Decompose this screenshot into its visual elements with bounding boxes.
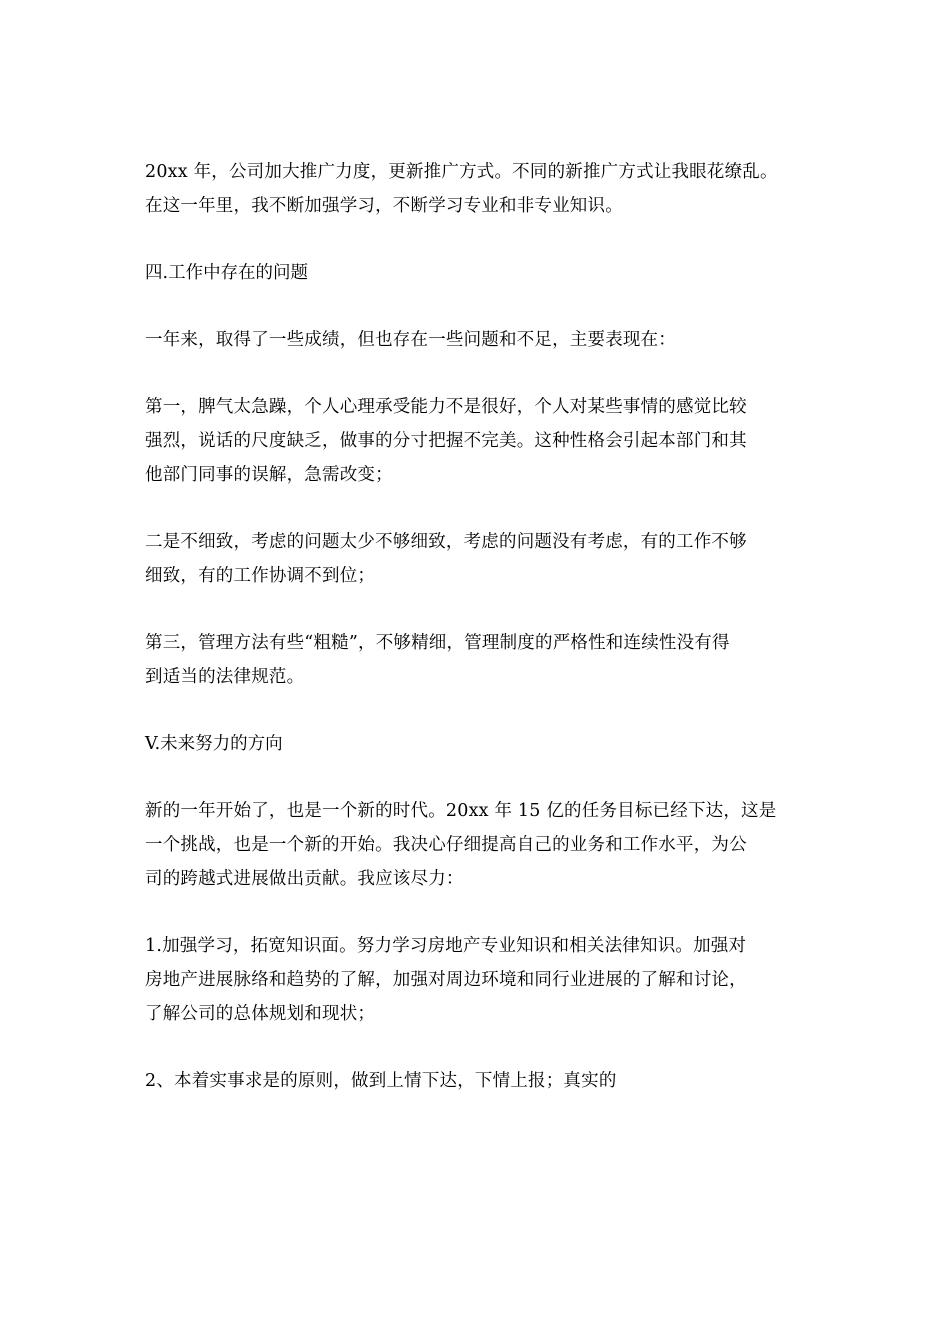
paragraph-intro-problems xyxy=(145,323,825,357)
text-line: 司的跨越式进展做出贡献。我应该尽力： xyxy=(145,869,464,889)
section-heading-future: V.未来努力的方向 xyxy=(145,734,283,754)
text-line: 一个挑战，也是一个新的开始。我决心仔细提高自己的业务和工作水平，为公 xyxy=(145,835,747,855)
paragraph-item-2 xyxy=(145,1064,825,1098)
paragraph-item-1 xyxy=(145,929,825,1031)
text-line: 1.加强学习，拓宽知识面。努力学习房地产专业知识和相关法律知识。加强对 xyxy=(145,936,747,956)
text-line: 到适当的法律规范。 xyxy=(145,667,305,687)
text-line: 二是不细致，考虑的问题太少不够细致，考虑的问题没有考虑，有的工作不够 xyxy=(145,532,747,552)
text-line: 了解公司的总体规划和现状； xyxy=(145,1004,376,1024)
document-page xyxy=(145,155,825,1131)
text-line: 房地产进展脉络和趋势的了解，加强对周边环境和同行业进展的了解和讨论， xyxy=(145,970,747,990)
paragraph-problem-2 xyxy=(145,525,825,593)
text-line: 在这一年里，我不断加强学习，不断学习专业和非专业知识。 xyxy=(145,196,623,216)
paragraph-problem-1 xyxy=(145,390,825,492)
text-line: 2、本着实事求是的原则，做到上情下达，下情上报；真实的 xyxy=(145,1071,617,1091)
section-heading-problems: 四.工作中存在的问题 xyxy=(145,263,309,283)
text-line: 20xx 年，公司加大推广力度，更新推广方式。不同的新推广方式让我眼花缭乱。 xyxy=(145,162,778,182)
text-line: 第三，管理方法有些“粗糙”，不够精细，管理制度的严格性和连续性没有得 xyxy=(145,633,730,653)
text-line: 细致，有的工作协调不到位； xyxy=(145,566,376,586)
paragraph-promotion xyxy=(145,155,825,223)
paragraph-problem-3 xyxy=(145,626,825,694)
text-line: 新的一年开始了，也是一个新的时代。20xx 年 15 亿的任务目标已经下达，这是 xyxy=(145,801,777,821)
text-line: 强烈，说话的尺度缺乏，做事的分寸把握不完美。这种性格会引起本部门和其 xyxy=(145,431,747,451)
text-line: 他部门同事的误解，急需改变； xyxy=(145,465,393,485)
text-line: 第一，脾气太急躁，个人心理承受能力不是很好，个人对某些事情的感觉比较 xyxy=(145,397,747,417)
paragraph-new-year xyxy=(145,794,825,896)
text-line: 一年来，取得了一些成绩，但也存在一些问题和不足，主要表现在： xyxy=(145,330,676,350)
